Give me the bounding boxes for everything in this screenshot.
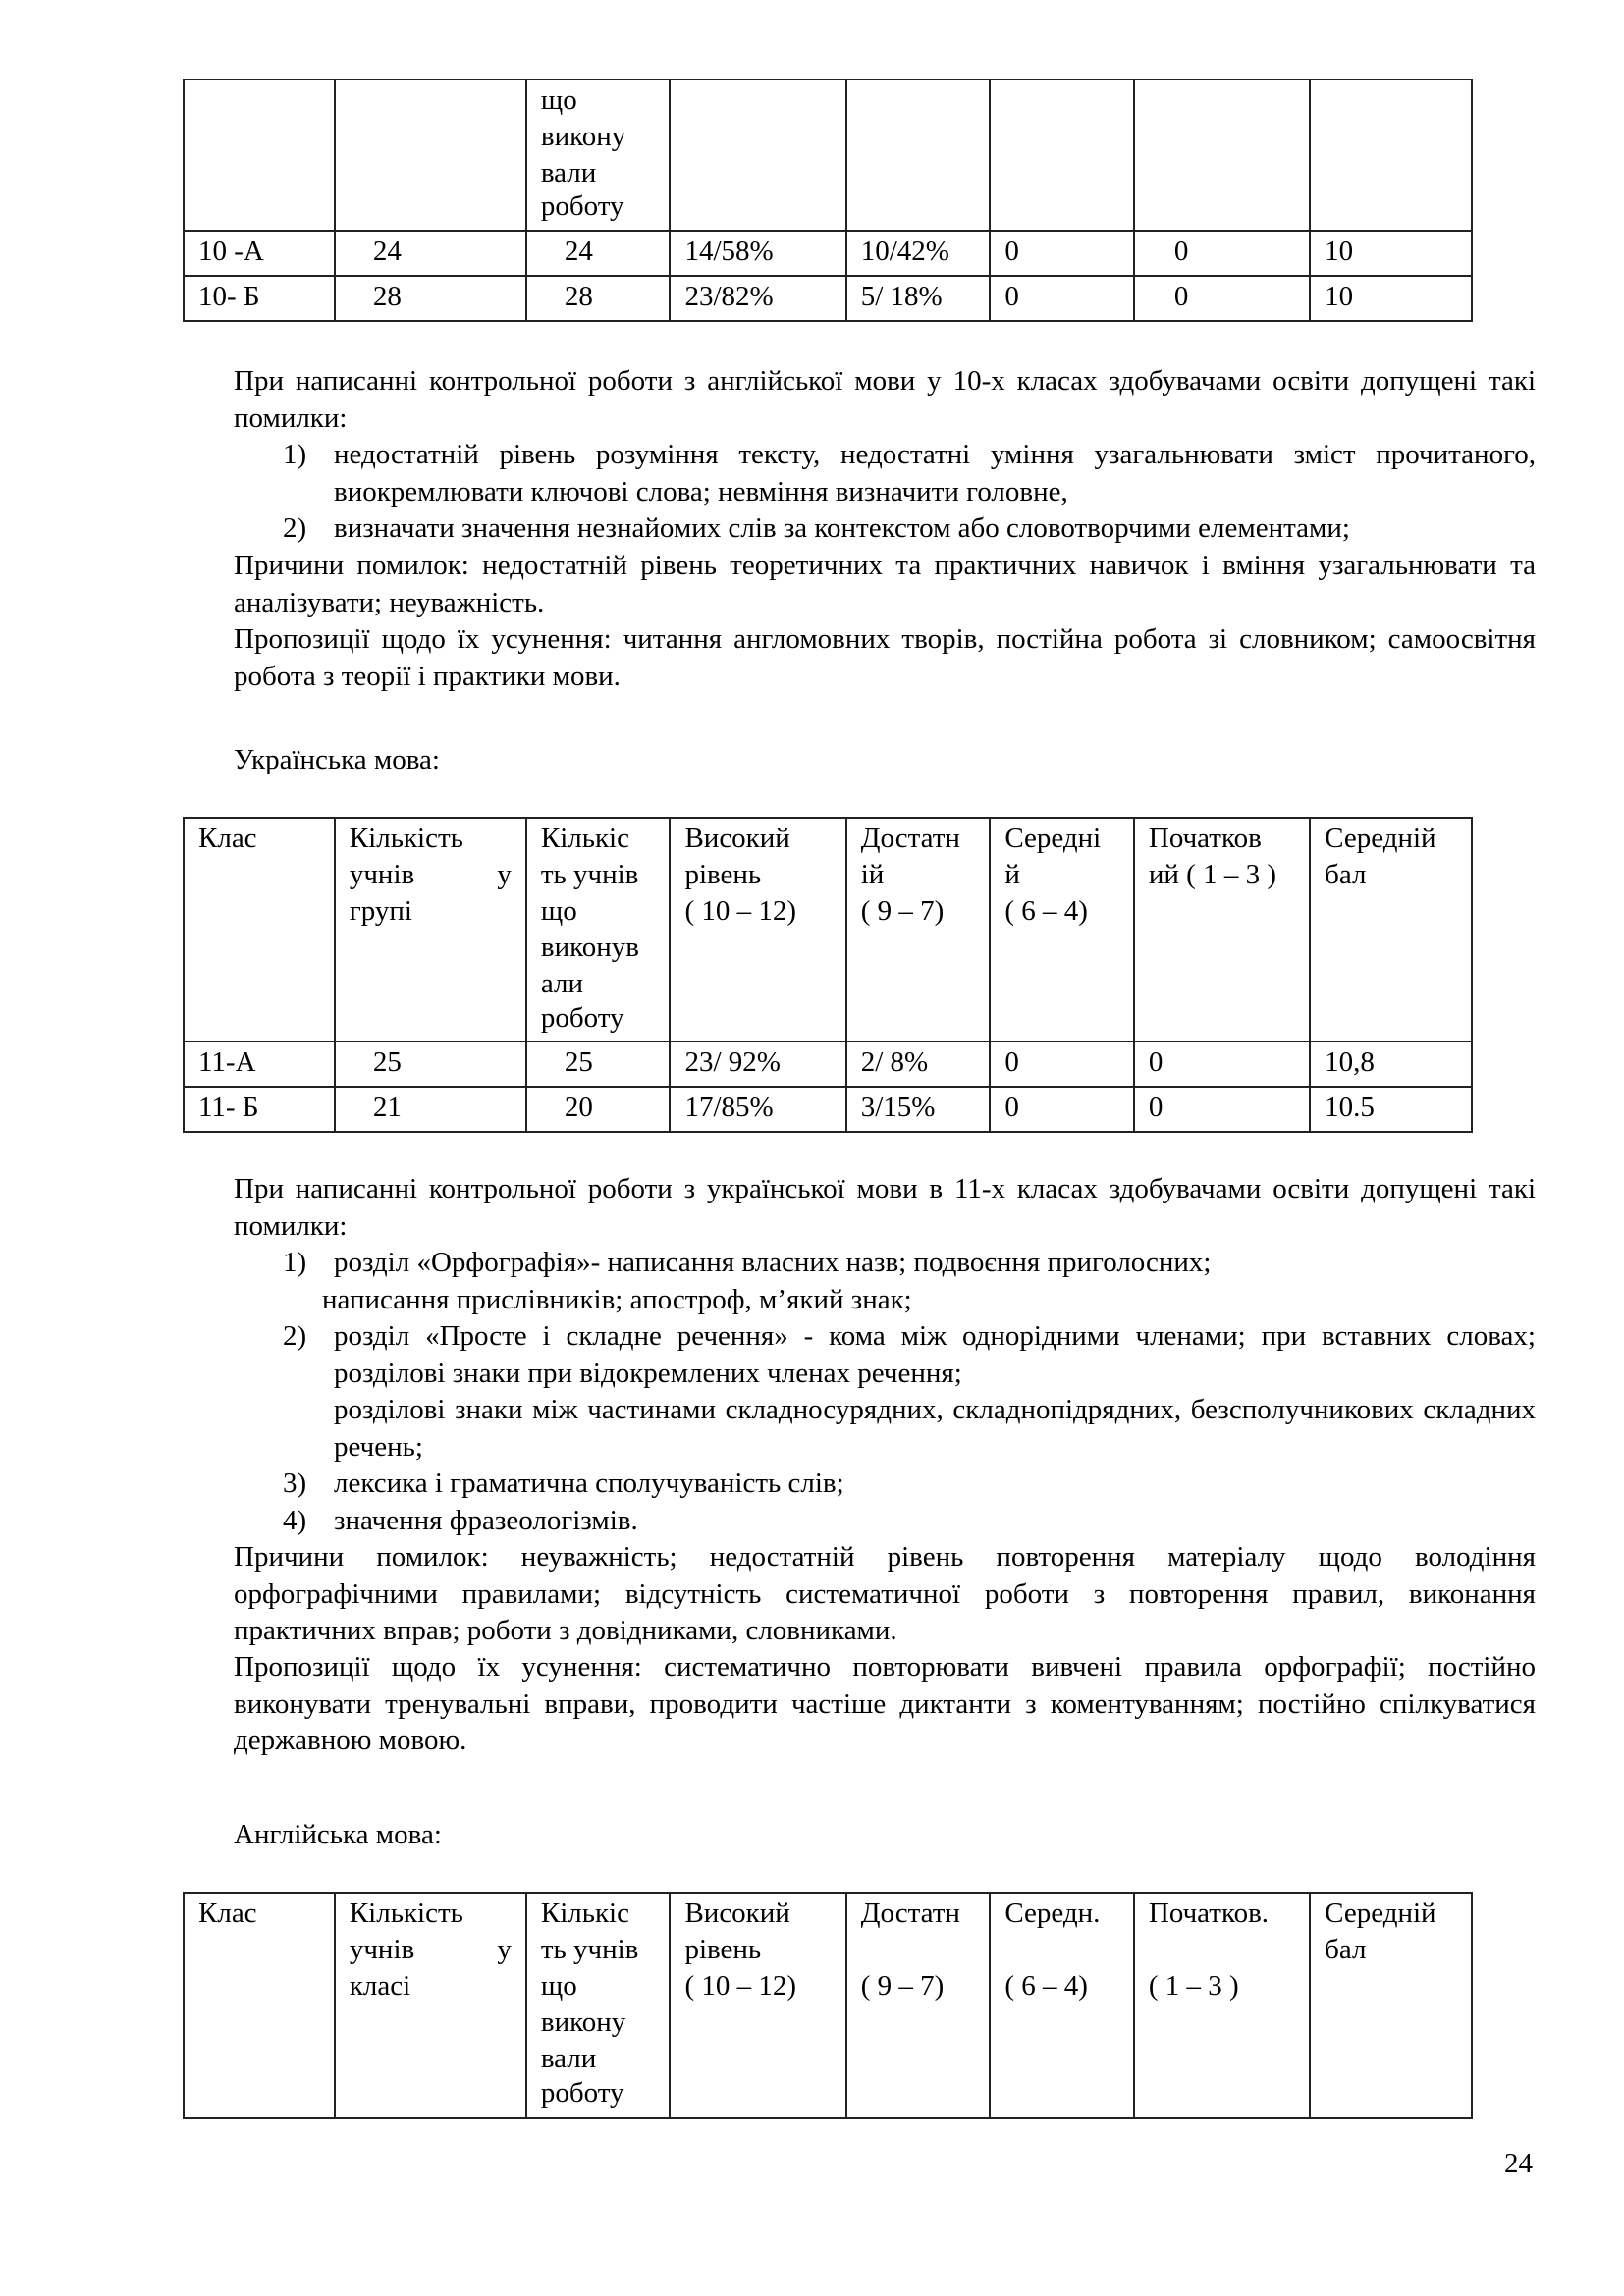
list-number: 4) bbox=[283, 1504, 307, 1536]
cell-average: 10.5 bbox=[1310, 1087, 1472, 1132]
header-sufficient bbox=[846, 1893, 991, 2118]
header-line: ( 10 – 12) bbox=[684, 895, 797, 927]
header-line: Клас bbox=[198, 1897, 257, 1929]
header-spacer bbox=[861, 1932, 976, 1968]
cell-class: 11-А bbox=[184, 1041, 335, 1087]
header-line: Високий bbox=[684, 1897, 790, 1929]
cell-completed: 28 bbox=[526, 276, 671, 321]
table-row bbox=[184, 1087, 1472, 1132]
cell-students: 28 bbox=[335, 276, 526, 321]
header-initial bbox=[1134, 1893, 1310, 2118]
cell-completed: 20 bbox=[526, 1087, 671, 1132]
header-line: виконув bbox=[540, 932, 639, 963]
page-number: 24 bbox=[1504, 2148, 1533, 2179]
cell-completed: 25 bbox=[526, 1041, 671, 1087]
cell-medium: 0 bbox=[990, 1087, 1134, 1132]
header-line: бал bbox=[1325, 1934, 1367, 1965]
list-text: розділ «Просте і складне речення» - кома між однорідними членами; при вставних словах; розділові знаки при відокремлених членах речення; bbox=[334, 1320, 1536, 1389]
cell-medium: 0 bbox=[990, 276, 1134, 321]
ukrainian-11-intro: При написанні контрольної роботи з української мови в 11-х класах здобувачами освіти допущені такі помилки: bbox=[234, 1173, 1536, 1242]
header-line: ий ( 1 – 3 ) bbox=[1148, 859, 1276, 890]
header-line: Кількість bbox=[349, 823, 463, 854]
list-number: 1) bbox=[283, 439, 307, 470]
list-text: визначати значення незнайомих слів за контекстом або словотворчими елементами; bbox=[334, 512, 1350, 544]
list-item bbox=[283, 437, 1536, 510]
header-line: Початков. bbox=[1148, 1897, 1270, 1929]
cell-class: 11- Б bbox=[184, 1087, 335, 1132]
results-table-ukrainian-11 bbox=[183, 817, 1473, 1133]
table-row bbox=[184, 231, 1472, 276]
header-cell bbox=[670, 80, 845, 231]
header-completed bbox=[526, 1893, 671, 2118]
header-line: Кількіс bbox=[540, 823, 629, 854]
header-line: й bbox=[1004, 859, 1020, 890]
header-line: бал bbox=[1325, 859, 1367, 890]
header-cell bbox=[184, 80, 335, 231]
header-spacer bbox=[1004, 1932, 1119, 1968]
header-average bbox=[1310, 1893, 1472, 2118]
header-line: Кількіс bbox=[540, 1897, 629, 1929]
table-header-row bbox=[184, 1893, 1472, 2118]
list-number: 2) bbox=[283, 1320, 307, 1352]
list-text: значення фразеологізмів. bbox=[334, 1504, 638, 1536]
header-cell bbox=[846, 80, 991, 231]
header-line: викону bbox=[540, 121, 626, 152]
header-line: учнів у bbox=[349, 1934, 512, 1965]
header-line: Достатн bbox=[860, 1897, 960, 1929]
header-line: викону bbox=[540, 2006, 626, 2038]
header-line: Середній bbox=[1325, 823, 1436, 854]
table-row bbox=[184, 276, 1472, 321]
list-item bbox=[283, 1245, 1536, 1282]
list-number: 2) bbox=[283, 512, 307, 544]
table-row bbox=[184, 1041, 1472, 1087]
cell-high: 17/85% bbox=[670, 1087, 845, 1132]
header-line: ( 6 – 4) bbox=[1004, 1970, 1088, 2002]
header-line: учнів у bbox=[349, 859, 512, 890]
header-students bbox=[335, 818, 526, 1041]
header-line: ( 6 – 4) bbox=[1004, 895, 1088, 927]
header-medium bbox=[990, 818, 1134, 1041]
cell-completed: 24 bbox=[526, 231, 671, 276]
header-line: вали bbox=[540, 157, 597, 188]
header-line: ( 10 – 12) bbox=[684, 1970, 797, 2002]
header-line: класі bbox=[349, 1970, 411, 2002]
cell-initial: 0 bbox=[1134, 276, 1310, 321]
list-text: лексика і граматична сполучуваність слів; bbox=[334, 1468, 844, 1499]
header-cell bbox=[990, 80, 1134, 231]
cell-initial: 0 bbox=[1134, 1087, 1310, 1132]
header-students bbox=[335, 1893, 526, 2118]
header-line: али bbox=[540, 968, 583, 999]
header-class bbox=[184, 818, 335, 1041]
header-line: рівень bbox=[684, 1934, 762, 1965]
cell-students: 24 bbox=[335, 231, 526, 276]
header-line: ть учнів bbox=[540, 859, 639, 890]
cell-high: 14/58% bbox=[670, 231, 845, 276]
header-line: ть учнів bbox=[540, 1934, 639, 1965]
cell-students: 21 bbox=[335, 1087, 526, 1132]
list-item bbox=[283, 1466, 1536, 1503]
cell-high: 23/ 92% bbox=[670, 1041, 845, 1087]
header-line: роботу bbox=[540, 2077, 624, 2109]
cell-medium: 0 bbox=[990, 231, 1134, 276]
header-cell-completed bbox=[526, 80, 671, 231]
header-completed bbox=[526, 818, 671, 1041]
header-line: групі bbox=[349, 895, 412, 927]
header-line: Середні bbox=[1004, 823, 1102, 854]
header-line: ( 9 – 7) bbox=[860, 895, 945, 927]
header-medium bbox=[990, 1893, 1134, 2118]
header-line: ій bbox=[860, 859, 885, 890]
ukrainian-11-proposals: Пропозиції щодо їх усунення: систематично повторювати вивчені правила орфографії; постійно виконувати тренувальні вправи, проводити частіше диктанти з коментуванням; постійно спілкуватися державною мовою. bbox=[234, 1651, 1536, 1756]
cell-students: 25 bbox=[335, 1041, 526, 1087]
english-10-errors-list bbox=[283, 437, 1536, 548]
results-table-english-11 bbox=[183, 1892, 1473, 2119]
cell-sufficient: 2/ 8% bbox=[846, 1041, 991, 1087]
list-number: 1) bbox=[283, 1247, 307, 1278]
cell-medium: 0 bbox=[990, 1041, 1134, 1087]
cell-high: 23/82% bbox=[670, 276, 845, 321]
list-text-continuation: розділові знаки між частинами складносурядних, складнопідрядних, безсполучникових складних речень; bbox=[334, 1394, 1536, 1463]
header-line: Середн. bbox=[1004, 1897, 1101, 1929]
header-line: Кількість bbox=[349, 1897, 463, 1929]
table-header-row bbox=[184, 80, 1472, 231]
list-item bbox=[283, 510, 1536, 548]
list-item bbox=[283, 1318, 1536, 1392]
header-line: роботу bbox=[540, 1002, 624, 1034]
ukrainian-11-causes: Причини помилок: неуважність; недостатній рівень повторення матеріалу щодо володіння орфографічними правилами; відсутність систематичної роботи з повторення правил, виконання практичних вправ; роботи з довідниками, словниками. bbox=[234, 1541, 1536, 1646]
cell-class: 10 -А bbox=[184, 231, 335, 276]
list-item bbox=[283, 1503, 1536, 1540]
list-text: недостатній рівень розуміння тексту, недостатні уміння узагальнювати зміст прочитаного, виокремлювати ключові слова; невміння визначити головне, bbox=[334, 439, 1536, 507]
header-line: роботу bbox=[540, 190, 624, 222]
header-line: Достатн bbox=[860, 823, 960, 854]
cell-sufficient: 10/42% bbox=[846, 231, 991, 276]
cell-initial: 0 bbox=[1134, 1041, 1310, 1087]
list-number: 3) bbox=[283, 1468, 307, 1499]
header-cell bbox=[1310, 80, 1472, 231]
header-cell bbox=[335, 80, 526, 231]
header-line: рівень bbox=[684, 859, 762, 890]
list-text: розділ «Орфографія»- написання власних назв; подвоєння приголосних; bbox=[334, 1247, 1212, 1278]
header-line: що bbox=[540, 895, 577, 927]
english-10-proposals: Пропозиції щодо їх усунення: читання англомовних творів, постійна робота зі словником; самоосвітня робота з теорії і практики мови. bbox=[234, 623, 1536, 692]
ukrainian-11-errors-list bbox=[283, 1245, 1536, 1539]
english-10-causes: Причини помилок: недостатній рівень теоретичних та практичних навичок і вміння узагальнювати та аналізувати; неуважність. bbox=[234, 550, 1536, 618]
english-10-intro: При написанні контрольної роботи з англійської мови у 10-х класах здобувачами освіти допущені такі помилки: bbox=[234, 365, 1536, 434]
header-line: Клас bbox=[198, 823, 257, 854]
header-class bbox=[184, 1893, 335, 2118]
cell-sufficient: 5/ 18% bbox=[846, 276, 991, 321]
header-line: ( 1 – 3 ) bbox=[1148, 1970, 1239, 2002]
cell-sufficient: 3/15% bbox=[846, 1087, 991, 1132]
list-text-continuation: написання прислівників; апостроф, м’який знак; bbox=[322, 1283, 912, 1315]
cell-average: 10 bbox=[1310, 276, 1472, 321]
header-high bbox=[670, 818, 845, 1041]
section-heading-english: Англійська мова: bbox=[234, 1819, 442, 1850]
section-heading-ukrainian: Українська мова: bbox=[234, 744, 440, 775]
results-table-english-10 bbox=[183, 79, 1473, 322]
cell-average: 10,8 bbox=[1310, 1041, 1472, 1087]
header-line: ( 9 – 7) bbox=[860, 1970, 945, 2002]
header-line: вали bbox=[540, 2043, 597, 2074]
header-cell bbox=[1134, 80, 1310, 231]
header-high bbox=[670, 1893, 845, 2118]
header-line: що bbox=[540, 84, 577, 116]
header-spacer bbox=[1149, 1932, 1295, 1968]
header-line: що bbox=[540, 1970, 577, 2002]
header-line: Середній bbox=[1325, 1897, 1436, 1929]
cell-class: 10- Б bbox=[184, 276, 335, 321]
header-initial bbox=[1134, 818, 1310, 1041]
cell-average: 10 bbox=[1310, 231, 1472, 276]
table-header-row bbox=[184, 818, 1472, 1041]
cell-initial: 0 bbox=[1134, 231, 1310, 276]
header-line: Початков bbox=[1148, 823, 1262, 854]
header-line: Високий bbox=[684, 823, 790, 854]
header-average bbox=[1310, 818, 1472, 1041]
header-sufficient bbox=[846, 818, 991, 1041]
